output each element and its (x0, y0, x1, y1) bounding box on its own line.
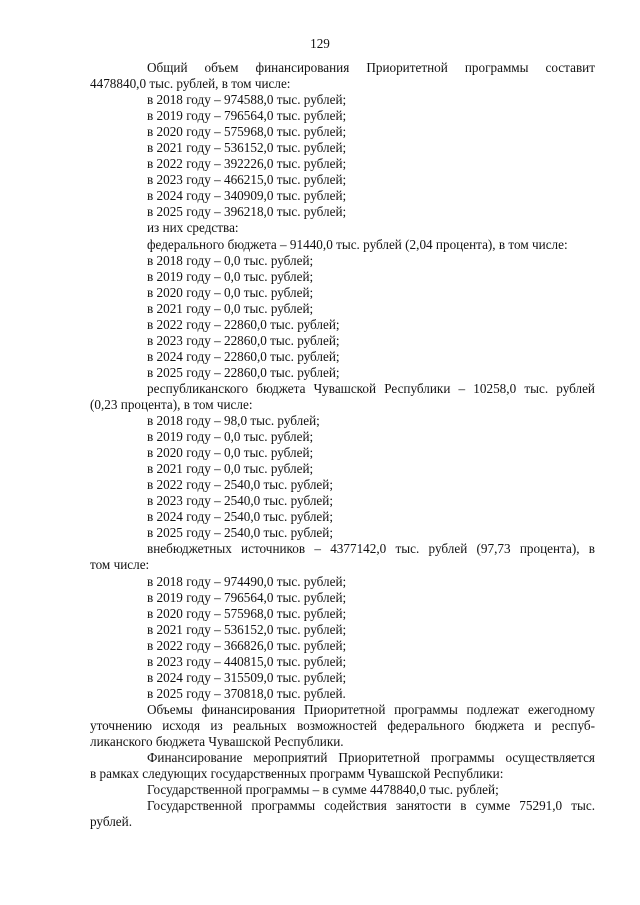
list-item: в 2021 году – 536152,0 тыс. рублей; (147, 621, 347, 637)
paragraph-line: Государственной программы содействия занятости в сумме 75291,0 тыс. (147, 798, 595, 814)
list-item: в 2019 году – 0,0 тыс. рублей; (147, 268, 314, 284)
list-item: в 2020 году – 0,0 тыс. рублей; (147, 284, 314, 300)
paragraph-line: Объемы финансирования Приоритетной программы подлежат ежегодному (147, 701, 595, 717)
list-item: в 2025 году – 370818,0 тыс. рублей. (147, 685, 346, 701)
list-item: в 2022 году – 22860,0 тыс. рублей; (147, 316, 340, 332)
list-item: в 2018 году – 974490,0 тыс. рублей; (147, 573, 347, 589)
paragraph-line: том числе: (90, 557, 150, 573)
list-item: в 2023 году – 2540,0 тыс. рублей; (147, 493, 333, 509)
list-item: в 2024 году – 315509,0 тыс. рублей; (147, 669, 347, 685)
list-item: в 2024 году – 22860,0 тыс. рублей; (147, 348, 340, 364)
paragraph-line: Государственной программы – в сумме 4478840,0 тыс. рублей; (147, 782, 499, 798)
list-item: в 2023 году – 466215,0 тыс. рублей; (147, 172, 347, 188)
paragraph-line: ликанского бюджета Чувашской Республики. (90, 733, 344, 749)
list-item: в 2021 году – 536152,0 тыс. рублей; (147, 140, 347, 156)
paragraph-line: Общий объем финансирования Приоритетной программы составит (147, 60, 595, 75)
document-body (90, 60, 595, 830)
list-item: в 2020 году – 0,0 тыс. рублей; (147, 445, 314, 461)
list-item: в 2025 году – 396218,0 тыс. рублей; (147, 204, 347, 220)
paragraph-line: внебюджетных источников – 4377142,0 тыс. рублей (97,73 процента), в (147, 541, 595, 557)
list-item: в 2019 году – 796564,0 тыс. рублей; (147, 589, 347, 605)
paragraph-line: из них средства: (147, 220, 239, 236)
paragraph-line: федерального бюджета – 91440,0 тыс. рублей (2,04 процента), в том числе: (147, 236, 568, 252)
page-number: 129 (310, 36, 330, 51)
list-item: в 2024 году – 340909,0 тыс. рублей; (147, 188, 347, 204)
list-item: в 2018 году – 98,0 тыс. рублей; (147, 413, 320, 429)
list-item: в 2020 году – 575968,0 тыс. рублей; (147, 605, 347, 621)
list-item: в 2020 году – 575968,0 тыс. рублей; (147, 124, 347, 140)
list-item: в 2024 году – 2540,0 тыс. рублей; (147, 509, 333, 525)
list-item: в 2021 году – 0,0 тыс. рублей; (147, 461, 314, 477)
paragraph-line: республиканского бюджета Чувашской Республики – 10258,0 тыс. рублей (147, 380, 595, 396)
list-item: в 2019 году – 0,0 тыс. рублей; (147, 429, 314, 445)
paragraph-line: уточнению исходя из реальных возможностей федерального бюджета и респуб- (90, 717, 595, 733)
paragraph-line: 4478840,0 тыс. рублей, в том числе: (90, 76, 291, 92)
list-item: в 2018 году – 0,0 тыс. рублей; (147, 252, 314, 268)
list-item: в 2018 году – 974588,0 тыс. рублей; (147, 92, 347, 108)
list-item: в 2025 году – 2540,0 тыс. рублей; (147, 525, 333, 541)
list-item: в 2025 году – 22860,0 тыс. рублей; (147, 364, 340, 380)
list-item: в 2019 году – 796564,0 тыс. рублей; (147, 108, 347, 124)
list-item: в 2023 году – 440815,0 тыс. рублей; (147, 653, 347, 669)
list-item: в 2023 году – 22860,0 тыс. рублей; (147, 332, 340, 348)
list-item: в 2022 году – 392226,0 тыс. рублей; (147, 156, 347, 172)
paragraph-line: (0,23 процента), в том числе: (90, 396, 253, 412)
paragraph-line: рублей. (90, 814, 133, 830)
paragraph-line: Финансирование мероприятий Приоритетной программы осуществляется (147, 750, 595, 766)
paragraph-line: в рамках следующих государственных программ Чувашской Республики: (90, 766, 504, 782)
list-item: в 2021 году – 0,0 тыс. рублей; (147, 300, 314, 316)
list-item: в 2022 году – 2540,0 тыс. рублей; (147, 477, 333, 493)
list-item: в 2022 году – 366826,0 тыс. рублей; (147, 637, 347, 653)
